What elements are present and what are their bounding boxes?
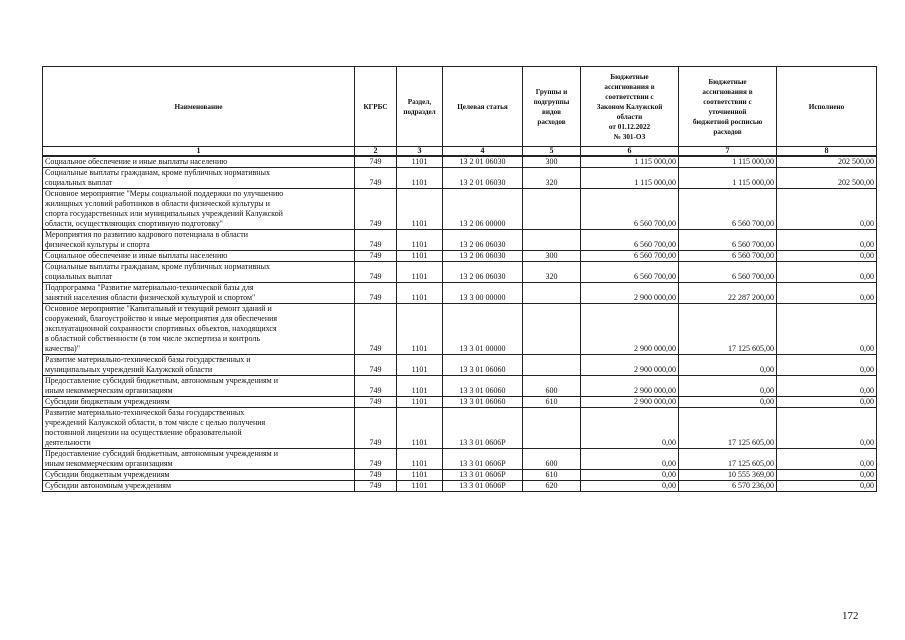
cell-name: Социальные выплаты гражданам, кроме публичных нормативных социальных выплат xyxy=(43,262,355,283)
cell-executed-value: 0,00 xyxy=(860,272,874,281)
cell-law-value: 2 900 000,00 xyxy=(634,293,676,302)
cell-section-value: 1101 xyxy=(411,240,428,249)
cell-executed xyxy=(777,481,877,492)
cell-executed xyxy=(777,283,877,304)
cell-group xyxy=(523,304,581,355)
table-row xyxy=(43,189,877,230)
table-body xyxy=(43,156,877,492)
cell-section xyxy=(397,408,443,449)
cell-executed-value: 0,00 xyxy=(860,459,874,468)
cell-refined xyxy=(679,304,777,355)
cell-section-value: 1101 xyxy=(411,397,428,406)
cell-target xyxy=(443,156,523,168)
cell-group xyxy=(523,355,581,376)
cell-name: Социальное обеспечение и иные выплаты населению xyxy=(43,251,355,262)
cell-refined-value: 1 115 000,00 xyxy=(732,157,774,166)
cell-group-value: 320 xyxy=(545,178,558,187)
cell-executed xyxy=(777,168,877,189)
cell-target xyxy=(443,449,523,470)
cell-section-value: 1101 xyxy=(411,481,428,490)
cell-kgrbs xyxy=(355,397,397,408)
cell-group xyxy=(523,376,581,397)
cell-refined xyxy=(679,481,777,492)
cell-kgrbs-value: 749 xyxy=(369,344,382,353)
cell-group xyxy=(523,470,581,481)
cell-target xyxy=(443,470,523,481)
cell-target-value: 13 2 01 06030 xyxy=(459,178,506,187)
cell-group xyxy=(523,189,581,230)
cell-group-value: 610 xyxy=(545,397,558,406)
cell-refined xyxy=(679,470,777,481)
cell-law xyxy=(581,230,679,251)
page-number: 172 xyxy=(842,610,859,622)
table-row xyxy=(43,470,877,481)
cell-section xyxy=(397,481,443,492)
table-row xyxy=(43,355,877,376)
cell-target-value: 13 2 06 06030 xyxy=(459,240,506,249)
cell-group-value: 610 xyxy=(545,470,558,479)
cell-executed xyxy=(777,355,877,376)
cell-law-value: 0,00 xyxy=(662,438,676,447)
cell-kgrbs-value: 749 xyxy=(369,240,382,249)
cell-refined-value: 0,00 xyxy=(760,365,774,374)
cell-executed xyxy=(777,251,877,262)
cell-law xyxy=(581,251,679,262)
cell-kgrbs xyxy=(355,262,397,283)
cell-refined-value: 10 555 369,00 xyxy=(728,470,774,479)
cell-name: Основное мероприятие "Капитальный и текущий ремонт зданий и сооружений, благоустройство и иные мероприятия для обеспечения эксплуатационной сохранности спортивных объектов, находящихся в областной собственности (в том числе экспертиза и контроль качества)" xyxy=(43,304,355,355)
cell-section-value: 1101 xyxy=(411,219,428,228)
cell-kgrbs-value: 749 xyxy=(369,386,382,395)
cell-target xyxy=(443,251,523,262)
cell-name: Субсидии бюджетным учреждениям xyxy=(43,397,355,408)
table-row xyxy=(43,168,877,189)
cell-group-value: 600 xyxy=(545,459,558,468)
cell-law-value: 2 900 000,00 xyxy=(634,344,676,353)
col-number: 5 xyxy=(523,147,581,157)
cell-name: Социальное обеспечение и иные выплаты населению xyxy=(43,156,355,168)
cell-law-value: 2 900 000,00 xyxy=(634,397,676,406)
table-row xyxy=(43,304,877,355)
cell-refined-value: 17 125 605,00 xyxy=(728,459,774,468)
cell-target xyxy=(443,262,523,283)
col-number: 8 xyxy=(777,147,877,157)
table-row xyxy=(43,230,877,251)
table-row xyxy=(43,283,877,304)
cell-executed xyxy=(777,449,877,470)
cell-kgrbs xyxy=(355,230,397,251)
cell-group-value: 620 xyxy=(545,481,558,490)
cell-law-value: 0,00 xyxy=(662,481,676,490)
cell-law xyxy=(581,156,679,168)
cell-executed xyxy=(777,470,877,481)
cell-executed-value: 0,00 xyxy=(860,481,874,490)
cell-kgrbs xyxy=(355,168,397,189)
cell-executed-value: 0,00 xyxy=(860,219,874,228)
cell-target-value: 13 2 06 06030 xyxy=(459,272,506,281)
cell-kgrbs-value: 749 xyxy=(369,272,382,281)
cell-kgrbs-value: 749 xyxy=(369,293,382,302)
cell-target-value: 13 3 01 0606Р xyxy=(459,470,506,479)
cell-kgrbs-value: 749 xyxy=(369,178,382,187)
cell-name: Подпрограмма "Развитие материально-технической базы для занятий населения области физической культурой и спортом" xyxy=(43,283,355,304)
cell-section xyxy=(397,230,443,251)
cell-executed-value: 202 500,00 xyxy=(838,178,874,187)
cell-section xyxy=(397,189,443,230)
cell-kgrbs-value: 749 xyxy=(369,459,382,468)
cell-group xyxy=(523,397,581,408)
table-row xyxy=(43,449,877,470)
cell-law xyxy=(581,355,679,376)
cell-executed xyxy=(777,376,877,397)
cell-kgrbs-value: 749 xyxy=(369,251,382,260)
column-number-row xyxy=(43,147,877,157)
cell-name: Субсидии автономным учреждениям xyxy=(43,481,355,492)
cell-kgrbs xyxy=(355,481,397,492)
cell-target-value: 13 3 01 06060 xyxy=(459,365,506,374)
cell-target-value: 13 3 01 06060 xyxy=(459,386,506,395)
cell-executed xyxy=(777,189,877,230)
cell-group xyxy=(523,408,581,449)
cell-executed xyxy=(777,230,877,251)
cell-section xyxy=(397,397,443,408)
cell-target xyxy=(443,481,523,492)
col-number: 2 xyxy=(355,147,397,157)
cell-kgrbs xyxy=(355,156,397,168)
cell-law-value: 6 560 700,00 xyxy=(634,272,676,281)
cell-law xyxy=(581,408,679,449)
cell-section xyxy=(397,156,443,168)
header-name: Наименование xyxy=(43,67,355,147)
cell-law-value: 6 560 700,00 xyxy=(634,251,676,260)
cell-refined-value: 6 570 236,00 xyxy=(732,481,774,490)
col-number: 1 xyxy=(43,147,355,157)
cell-target xyxy=(443,189,523,230)
cell-law xyxy=(581,470,679,481)
cell-executed xyxy=(777,262,877,283)
cell-section xyxy=(397,304,443,355)
cell-refined-value: 17 125 605,00 xyxy=(728,438,774,447)
cell-group xyxy=(523,251,581,262)
cell-law-value: 1 115 000,00 xyxy=(634,157,676,166)
cell-law xyxy=(581,262,679,283)
cell-target xyxy=(443,168,523,189)
cell-law-value: 1 115 000,00 xyxy=(634,178,676,187)
cell-name: Субсидии бюджетным учреждениям xyxy=(43,470,355,481)
cell-refined-value: 0,00 xyxy=(760,386,774,395)
cell-section xyxy=(397,251,443,262)
cell-kgrbs xyxy=(355,189,397,230)
cell-group xyxy=(523,283,581,304)
header-law: Бюджетные ассигнования в соответствии с Законом Калужской области от 01.12.2022 № 301-ОЗ xyxy=(581,67,679,147)
cell-target xyxy=(443,304,523,355)
cell-law-value: 6 560 700,00 xyxy=(634,219,676,228)
cell-section xyxy=(397,262,443,283)
cell-target xyxy=(443,283,523,304)
cell-law xyxy=(581,397,679,408)
cell-target-value: 13 3 00 00000 xyxy=(459,293,506,302)
cell-target-value: 13 3 01 0606Р xyxy=(459,481,506,490)
cell-executed-value: 0,00 xyxy=(860,397,874,406)
cell-group xyxy=(523,449,581,470)
cell-group-value: 300 xyxy=(545,157,558,166)
cell-refined xyxy=(679,156,777,168)
header-executed: Исполнено xyxy=(777,67,877,147)
table-row xyxy=(43,156,877,168)
cell-group xyxy=(523,262,581,283)
cell-refined xyxy=(679,189,777,230)
cell-target-value: 13 3 01 06060 xyxy=(459,397,506,406)
cell-group xyxy=(523,481,581,492)
cell-kgrbs xyxy=(355,470,397,481)
cell-name: Социальные выплаты гражданам, кроме публичных нормативных социальных выплат xyxy=(43,168,355,189)
cell-refined-value: 17 125 605,00 xyxy=(728,344,774,353)
cell-law xyxy=(581,283,679,304)
cell-executed xyxy=(777,397,877,408)
cell-section-value: 1101 xyxy=(411,157,428,166)
cell-executed-value: 0,00 xyxy=(860,344,874,353)
header-row xyxy=(43,67,877,147)
cell-executed-value: 0,00 xyxy=(860,470,874,479)
cell-kgrbs-value: 749 xyxy=(369,481,382,490)
cell-target xyxy=(443,408,523,449)
cell-refined-value: 1 115 000,00 xyxy=(732,178,774,187)
table-row xyxy=(43,376,877,397)
cell-section xyxy=(397,470,443,481)
cell-law xyxy=(581,304,679,355)
cell-group-value: 320 xyxy=(545,272,558,281)
cell-kgrbs-value: 749 xyxy=(369,470,382,479)
cell-section xyxy=(397,355,443,376)
cell-target-value: 13 3 01 0606Р xyxy=(459,438,506,447)
cell-section-value: 1101 xyxy=(411,293,428,302)
cell-target-value: 13 2 01 06030 xyxy=(459,157,506,166)
cell-target-value: 13 3 01 00000 xyxy=(459,344,506,353)
cell-law xyxy=(581,376,679,397)
cell-kgrbs xyxy=(355,251,397,262)
cell-group-value: 300 xyxy=(545,251,558,260)
cell-section-value: 1101 xyxy=(411,438,428,447)
cell-refined-value: 6 560 700,00 xyxy=(732,240,774,249)
cell-refined xyxy=(679,408,777,449)
cell-law-value: 2 900 000,00 xyxy=(634,365,676,374)
cell-law-value: 0,00 xyxy=(662,459,676,468)
cell-executed-value: 0,00 xyxy=(860,293,874,302)
cell-kgrbs xyxy=(355,283,397,304)
cell-executed xyxy=(777,304,877,355)
cell-law xyxy=(581,449,679,470)
table-row xyxy=(43,481,877,492)
cell-refined-value: 6 560 700,00 xyxy=(732,251,774,260)
cell-section-value: 1101 xyxy=(411,470,428,479)
cell-kgrbs xyxy=(355,304,397,355)
table-row xyxy=(43,262,877,283)
cell-law-value: 0,00 xyxy=(662,470,676,479)
cell-name: Мероприятия по развитию кадрового потенциала в области физической культуры и спорта xyxy=(43,230,355,251)
cell-section-value: 1101 xyxy=(411,272,428,281)
cell-executed xyxy=(777,408,877,449)
table-row xyxy=(43,251,877,262)
cell-executed xyxy=(777,156,877,168)
cell-kgrbs xyxy=(355,355,397,376)
cell-section-value: 1101 xyxy=(411,386,428,395)
cell-group xyxy=(523,230,581,251)
cell-kgrbs xyxy=(355,376,397,397)
col-number: 6 xyxy=(581,147,679,157)
cell-law xyxy=(581,168,679,189)
cell-target xyxy=(443,230,523,251)
col-number: 3 xyxy=(397,147,443,157)
cell-target xyxy=(443,397,523,408)
cell-law xyxy=(581,481,679,492)
cell-kgrbs-value: 749 xyxy=(369,365,382,374)
cell-refined xyxy=(679,283,777,304)
cell-name: Развитие материально-технической базы государственных учреждений Калужской области, в том числе с целью получения постоянной лицензии на осуществление образовательной деятельности xyxy=(43,408,355,449)
cell-section-value: 1101 xyxy=(411,365,428,374)
cell-kgrbs xyxy=(355,449,397,470)
header-section: Раздел, подраздел xyxy=(397,67,443,147)
header-target: Целевая статья xyxy=(443,67,523,147)
cell-executed-value: 202 500,00 xyxy=(838,157,874,166)
cell-refined xyxy=(679,449,777,470)
cell-section-value: 1101 xyxy=(411,251,428,260)
cell-executed-value: 0,00 xyxy=(860,365,874,374)
header-refined: Бюджетные ассигнования в соответствии с уточненной бюджетной росписью расходов xyxy=(679,67,777,147)
cell-section xyxy=(397,449,443,470)
cell-section xyxy=(397,168,443,189)
header-kgrbs: КГРБС xyxy=(355,67,397,147)
cell-executed-value: 0,00 xyxy=(860,438,874,447)
header-group: Группы и подгруппы видов расходов xyxy=(523,67,581,147)
cell-name: Развитие материально-технической базы государственных и муниципальных учреждений Калужской области xyxy=(43,355,355,376)
cell-refined-value: 6 560 700,00 xyxy=(732,272,774,281)
cell-refined-value: 22 287 200,00 xyxy=(728,293,774,302)
cell-name: Основное мероприятие "Меры социальной поддержки по улучшению жилищных условий работников в области физической культуры и спорта государственных или муниципальных учреждений Калужской области, осуществляющих спортивную подготовку" xyxy=(43,189,355,230)
cell-refined xyxy=(679,251,777,262)
cell-kgrbs xyxy=(355,408,397,449)
cell-target-value: 13 2 06 06030 xyxy=(459,251,506,260)
cell-law-value: 2 900 000,00 xyxy=(634,386,676,395)
table-row xyxy=(43,397,877,408)
cell-target-value: 13 2 06 00000 xyxy=(459,219,506,228)
cell-kgrbs-value: 749 xyxy=(369,438,382,447)
cell-law-value: 6 560 700,00 xyxy=(634,240,676,249)
cell-kgrbs-value: 749 xyxy=(369,219,382,228)
cell-kgrbs-value: 749 xyxy=(369,397,382,406)
cell-section xyxy=(397,283,443,304)
budget-table xyxy=(42,66,877,492)
cell-refined xyxy=(679,262,777,283)
cell-executed-value: 0,00 xyxy=(860,251,874,260)
cell-section-value: 1101 xyxy=(411,178,428,187)
col-number: 4 xyxy=(443,147,523,157)
cell-executed-value: 0,00 xyxy=(860,386,874,395)
cell-group-value: 600 xyxy=(545,386,558,395)
cell-name: Предоставление субсидий бюджетным, автономным учреждениям и иным некоммерческим организациям xyxy=(43,449,355,470)
cell-name: Предоставление субсидий бюджетным, автономным учреждениям и иным некоммерческим организациям xyxy=(43,376,355,397)
cell-refined xyxy=(679,168,777,189)
cell-target xyxy=(443,376,523,397)
cell-refined xyxy=(679,376,777,397)
cell-section-value: 1101 xyxy=(411,459,428,468)
cell-executed-value: 0,00 xyxy=(860,240,874,249)
cell-section-value: 1101 xyxy=(411,344,428,353)
cell-refined xyxy=(679,397,777,408)
cell-group xyxy=(523,168,581,189)
cell-target xyxy=(443,355,523,376)
cell-law xyxy=(581,189,679,230)
cell-refined-value: 6 560 700,00 xyxy=(732,219,774,228)
cell-kgrbs-value: 749 xyxy=(369,157,382,166)
table-row xyxy=(43,408,877,449)
cell-target-value: 13 3 01 0606Р xyxy=(459,459,506,468)
cell-group xyxy=(523,156,581,168)
cell-refined xyxy=(679,230,777,251)
col-number: 7 xyxy=(679,147,777,157)
cell-refined xyxy=(679,355,777,376)
cell-section xyxy=(397,376,443,397)
cell-refined-value: 0,00 xyxy=(760,397,774,406)
